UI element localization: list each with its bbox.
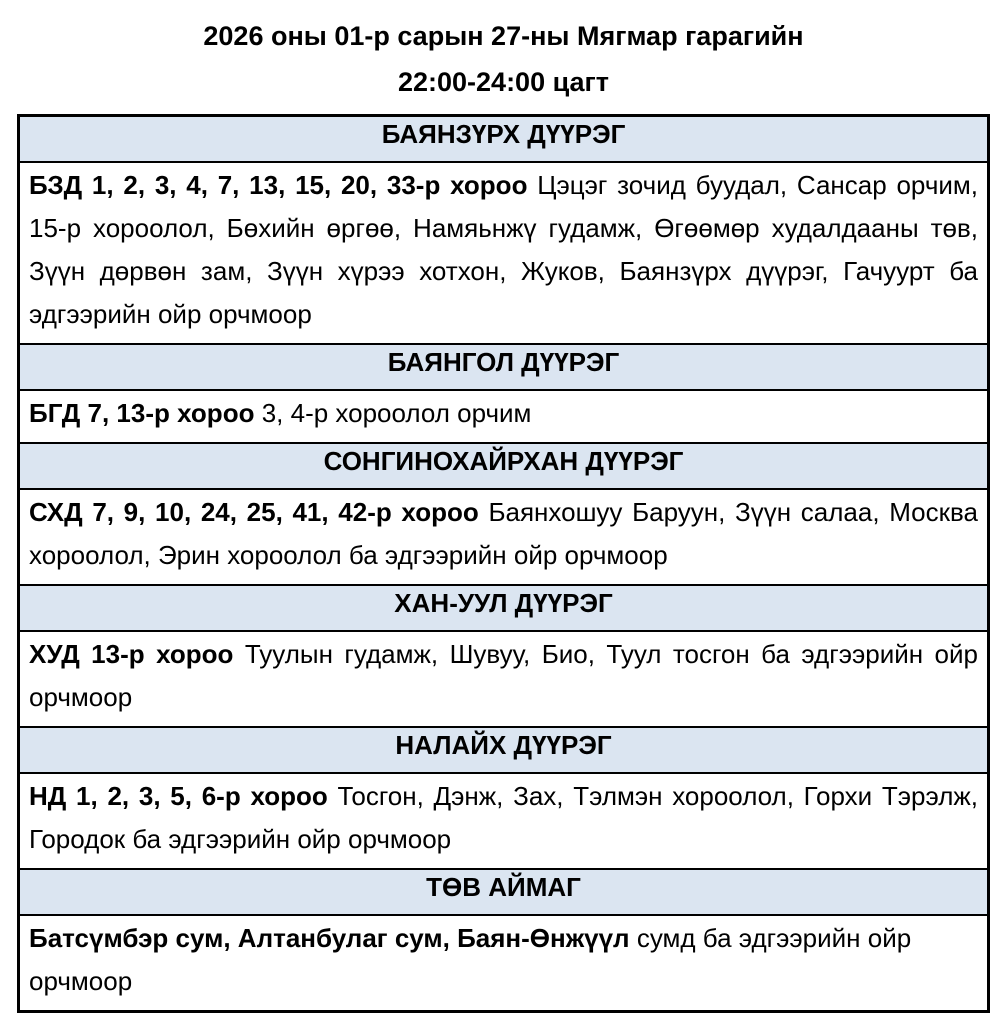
district-header-label: БАЯНГОЛ ДҮҮРЭГ	[387, 347, 620, 377]
district-header-cell	[19, 727, 989, 773]
district-header-label: ХАН-УУЛ ДҮҮРЭГ	[394, 588, 613, 618]
district-areas-cell	[19, 631, 989, 727]
khoroo-list-label: Батсүмбэр сум, Алтанбулаг сум, Баян-Өнжүүл	[29, 923, 630, 953]
district-header-label: БАЯНЗҮРХ ДҮҮРЭГ	[381, 119, 626, 149]
district-header-cell	[19, 869, 989, 915]
area-list-text: Туулын гудамж, Шувуу, Био, Туул тосгон ба эдгээрийн ойр орчмоор	[29, 639, 978, 712]
district-header-cell	[19, 116, 989, 163]
district-header-row	[19, 727, 989, 773]
district-header-row	[19, 116, 989, 163]
district-header-label: СОНГИНОХАЙРХАН ДҮҮРЭГ	[323, 446, 684, 476]
area-list-text: сумд ба эдгээрийн ойр орчмоор	[29, 923, 912, 996]
title-time-line: 22:00-24:00 цагт	[397, 67, 610, 97]
district-areas-cell	[19, 773, 989, 869]
district-areas-cell	[19, 915, 989, 1012]
khoroo-list-label: ХУД 13-р хороо	[29, 639, 234, 669]
district-areas-row	[19, 489, 989, 585]
khoroo-list-label: НД 1, 2, 3, 5, 6-р хороо	[29, 781, 328, 811]
district-areas-row	[19, 915, 989, 1012]
district-header-cell	[19, 344, 989, 390]
district-areas-cell	[19, 162, 989, 344]
district-header-row	[19, 585, 989, 631]
district-areas-row	[19, 631, 989, 727]
title-date-line: 2026 оны 01-р сарын 27-ны Мягмар гарагийн	[203, 21, 804, 51]
area-list-text: Цэцэг зочид буудал, Сансар орчим, 15-р хороолол, Бөхийн өргөө, Намяьнжү гудамж, Өгөөмөр худалдааны төв, Зүүн дөрвөн зам, Зүүн хүрээ хотхон, Жуков, Баянзүрх дүүрэг, Гачуурт ба эдгээрийн ойр орчмоор	[29, 170, 978, 329]
district-header-label: ТӨВ АЙМАГ	[426, 872, 581, 902]
area-list-text: Баянхошуу Баруун, Зүүн салаа, Москва хороолол, Эрин хороолол ба эдгээрийн ойр орчмоор	[29, 497, 978, 570]
khoroo-list-label: БГД 7, 13-р хороо	[29, 398, 255, 428]
district-header-row	[19, 869, 989, 915]
khoroo-list-label: БЗД 1, 2, 3, 4, 7, 13, 15, 20, 33-р хороо	[29, 170, 528, 200]
area-list-text: 3, 4-р хороолол орчим	[261, 398, 532, 428]
area-list-text: Тосгон, Дэнж, Зах, Тэлмэн хороолол, Горхи Тэрэлж, Городок ба эдгээрийн ойр орчмоор	[29, 781, 978, 854]
document-title	[0, 13, 1007, 105]
district-header-cell	[19, 443, 989, 489]
district-header-label: НАЛАЙХ ДҮҮРЭГ	[395, 730, 612, 760]
district-areas-row	[19, 162, 989, 344]
district-header-row	[19, 344, 989, 390]
district-areas-cell	[19, 489, 989, 585]
khoroo-list-label: СХД 7, 9, 10, 24, 25, 41, 42-р хороо	[29, 497, 479, 527]
district-areas-row	[19, 390, 989, 443]
district-header-cell	[19, 585, 989, 631]
district-areas-row	[19, 773, 989, 869]
district-areas-cell	[19, 390, 989, 443]
district-header-row	[19, 443, 989, 489]
outage-table-body	[19, 116, 989, 1012]
outage-table	[17, 114, 990, 1013]
